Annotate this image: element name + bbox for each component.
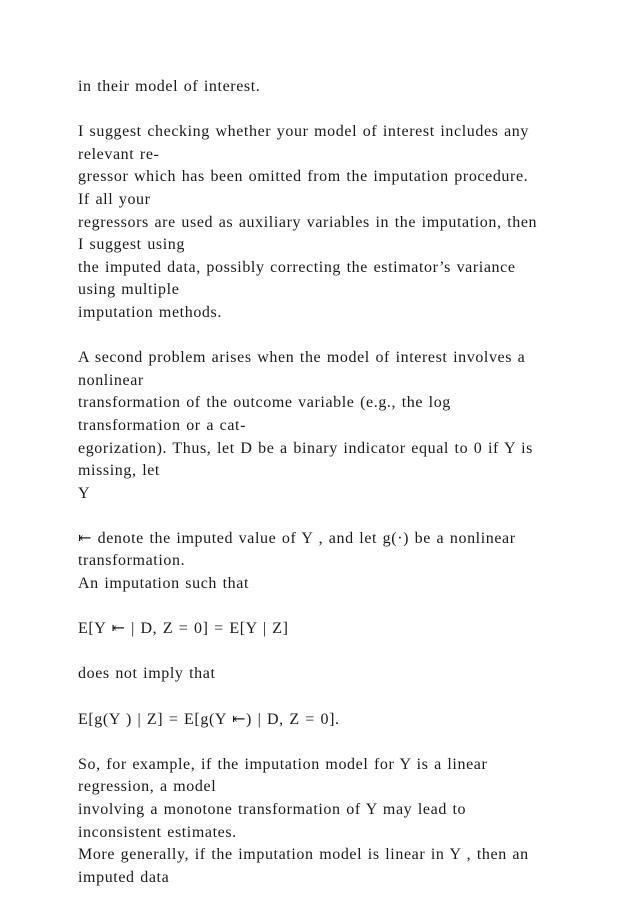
blank-line <box>78 641 578 664</box>
text-line: I suggest using <box>78 236 185 254</box>
text-line: A second problem arises when the model of interest involves a <box>78 349 526 367</box>
text-line: If all your <box>78 190 151 208</box>
body-text <box>78 76 578 889</box>
text-line: does not imply that <box>78 665 216 683</box>
blank-line <box>78 731 578 754</box>
text-line: transformation of the outcome variable (e.g., the log <box>78 394 451 412</box>
text-line: inconsistent estimates. <box>78 823 237 841</box>
text-line: An imputation such that <box>78 575 250 593</box>
text-line: gressor which has been omitted from the imputation procedure. <box>78 168 529 186</box>
blank-line <box>78 686 578 709</box>
equation-line: E[Y ⇤ | D, Z = 0] = E[Y | Z] <box>78 620 289 638</box>
text-line: nonlinear <box>78 371 144 389</box>
text-line: relevant re- <box>78 145 160 163</box>
text-line: imputation methods. <box>78 303 222 321</box>
text-line: imputed data <box>78 868 170 886</box>
blank-line <box>78 505 578 528</box>
text-line: regressors are used as auxiliary variables in the imputation, then <box>78 213 538 231</box>
blank-line <box>78 596 578 619</box>
text-line: I suggest checking whether your model of interest includes any <box>78 123 529 141</box>
text-line: transformation or a cat- <box>78 416 247 434</box>
text-line: involving a monotone transformation of Y may lead to <box>78 801 467 818</box>
equation-line: E[g(Y ) | Z] = E[g(Y ⇤) | D, Z = 0]. <box>78 710 340 728</box>
text-line: in their model of interest. <box>78 78 261 95</box>
blank-line <box>78 99 578 122</box>
text-line: egorization). Thus, let D be a binary indicator equal to 0 if Y is <box>78 439 534 457</box>
text-line: regression, a model <box>78 778 217 796</box>
text-line: missing, let <box>78 462 160 480</box>
text-line: ⇤ denote the imputed value of Y , and let g(·) be a nonlinear <box>78 529 516 547</box>
text-line: Y <box>78 484 91 502</box>
text-line: More generally, if the imputation model is linear in Y , then an <box>78 846 529 864</box>
blank-line <box>78 325 578 348</box>
text-line: using multiple <box>78 281 180 299</box>
text-line: So, for example, if the imputation model for Y is a linear <box>78 755 488 773</box>
text-line: transformation. <box>78 552 186 570</box>
text-line: the imputed data, possibly correcting the estimator’s variance <box>78 258 516 276</box>
